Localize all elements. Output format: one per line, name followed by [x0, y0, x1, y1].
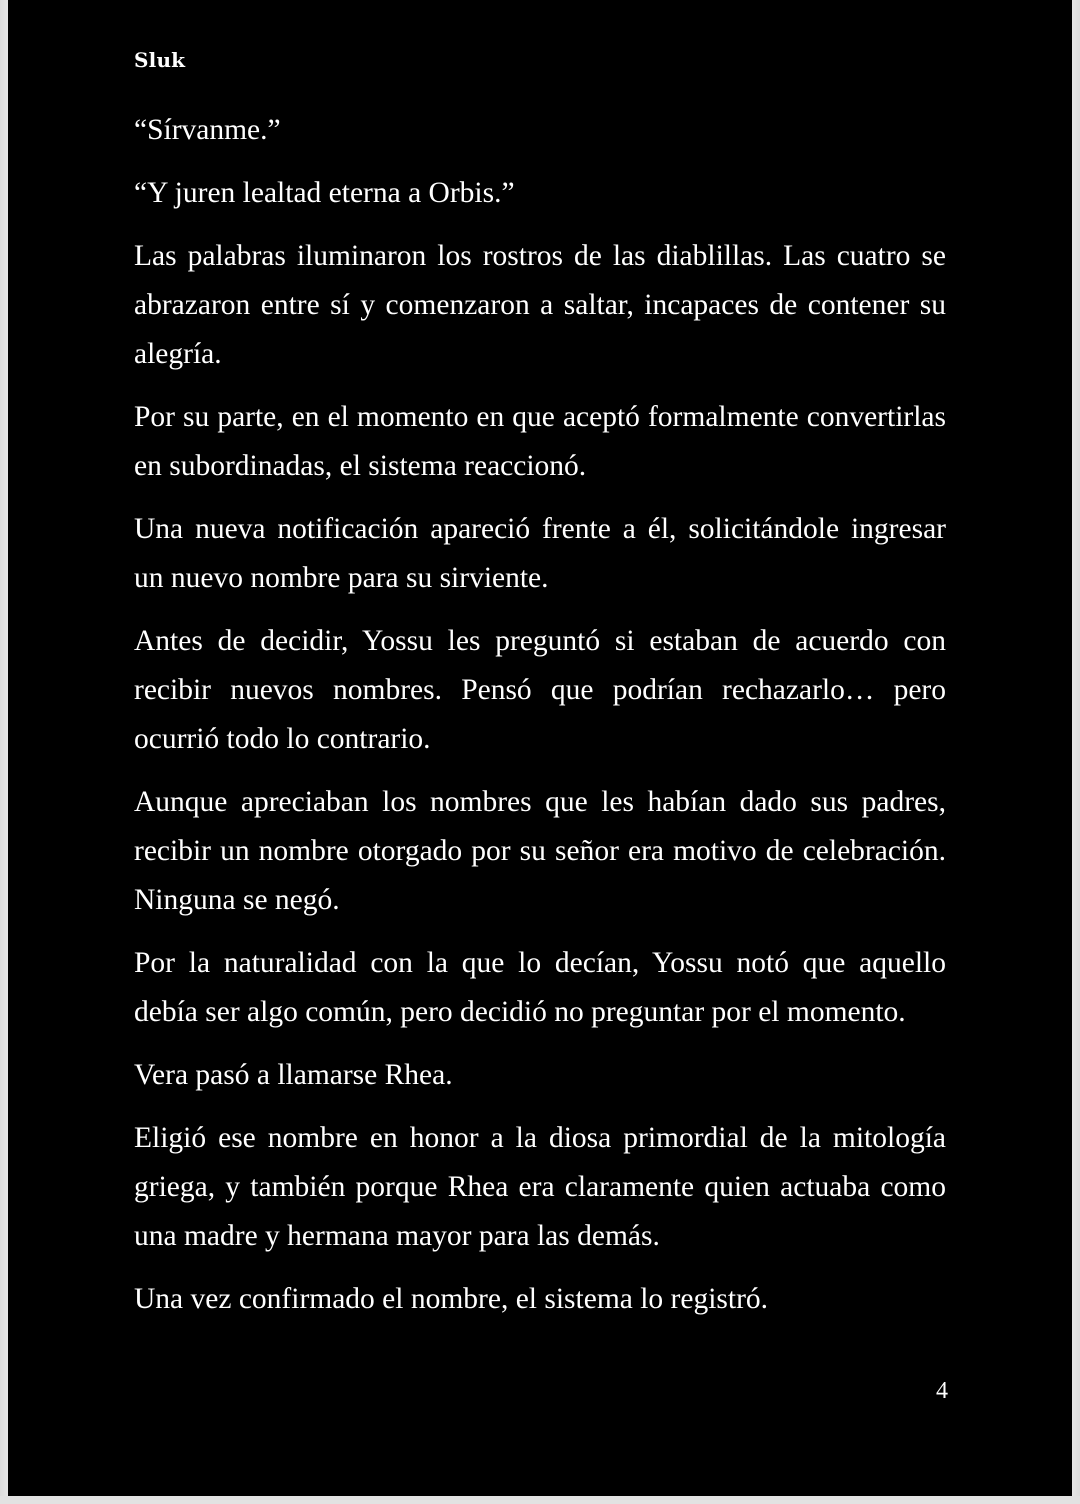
viewer-bottom-margin: [0, 1496, 1080, 1504]
paragraph: Por su parte, en el momento en que aceptó formalmente convertirlas en subordinadas, el sistema reaccionó.: [134, 401, 946, 482]
page-number: 4: [936, 1378, 948, 1404]
paragraph: Aunque apreciaban los nombres que les habían dado sus padres, recibir un nombre otorgado por su señor era motivo de celebración. Ninguna se negó.: [134, 786, 946, 916]
paragraph: Eligió ese nombre en honor a la diosa primordial de la mitología griega, y también porque Rhea era claramente quien actuaba como una madre y hermana mayor para las demás.: [134, 1122, 946, 1252]
running-header: Sluk: [134, 48, 186, 72]
paragraph: Antes de decidir, Yossu les preguntó si estaban de acuerdo con recibir nuevos nombres. Pensó que podrían rechazarlo… pero ocurrió todo lo contrario.: [134, 625, 946, 755]
document-page: [8, 0, 1072, 1496]
paragraph: “Sírvanme.”: [134, 114, 281, 146]
paragraph: Las palabras iluminaron los rostros de las diablillas. Las cuatro se abrazaron entre sí y comenzaron a saltar, incapaces de contener su alegría.: [134, 240, 946, 370]
paragraph: Una nueva notificación apareció frente a él, solicitándole ingresar un nuevo nombre para su sirviente.: [134, 513, 946, 594]
paragraph: “Y juren lealtad eterna a Orbis.”: [134, 177, 515, 209]
paragraph: Una vez confirmado el nombre, el sistema lo registró.: [134, 1283, 769, 1315]
paragraph: Por la naturalidad con la que lo decían, Yossu notó que aquello debía ser algo común, pero decidió no preguntar por el momento.: [134, 947, 946, 1028]
page-body: [134, 106, 946, 1338]
paragraph: Vera pasó a llamarse Rhea.: [134, 1059, 453, 1091]
